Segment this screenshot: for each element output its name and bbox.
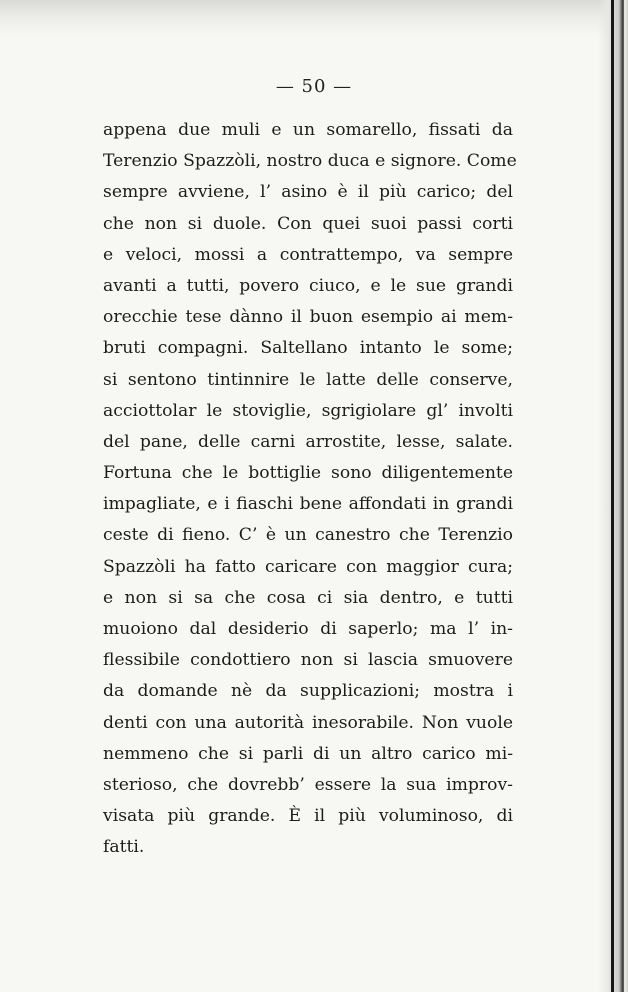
text-line: si sentono tintinnire le latte delle conserve, — [103, 369, 513, 390]
text-line: impagliate, e i fiaschi bene affondati in grandi — [103, 494, 513, 515]
text-line: Fortuna che le bottiglie sono diligentemente — [103, 463, 513, 484]
text-line: bruti compagni. Saltellano intanto le some; — [103, 338, 513, 359]
text-line: orecchie tese dànno il buon esempio ai mem- — [103, 307, 513, 328]
text-line: e non si sa che cosa ci sia dentro, e tutti — [103, 587, 513, 608]
text-line: sempre avviene, l’ asino è il più carico; del — [103, 182, 513, 203]
body-text — [103, 115, 517, 864]
text-line: fatti. — [103, 837, 145, 858]
page-number: — 50 — — [275, 76, 353, 97]
text-line: acciottolar le stoviglie, sgrigiolare gl’ involti — [103, 400, 513, 421]
text-line: visata più grande. È il più voluminoso, di — [103, 806, 513, 827]
text-line: e veloci, mossi a contrattempo, va sempre — [103, 244, 513, 265]
page-edge-line — [611, 0, 614, 992]
text-line: del pane, delle carni arrostite, lesse, salate. — [103, 431, 513, 452]
text-line: sterioso, che dovrebb’ essere la sua improv- — [103, 774, 513, 795]
text-line: denti con una autorità inesorabile. Non vuole — [103, 712, 513, 733]
text-line: Spazzòli ha fatto caricare con maggior cura; — [103, 556, 513, 577]
text-line: nemmeno che si parli di un altro carico mi- — [103, 743, 513, 764]
text-line: da domande nè da supplicazioni; mostra i — [103, 681, 513, 702]
text-line: Terenzio Spazzòli, nostro duca e signore. Come — [103, 151, 517, 172]
text-line: avanti a tutti, povero ciuco, e le sue grandi — [103, 275, 513, 296]
text-line: flessibile condottiero non si lascia smuovere — [103, 650, 513, 671]
text-line: ceste di fieno. C’ è un canestro che Terenzio — [103, 525, 513, 546]
text-line: che non si duole. Con quei suoi passi corti — [103, 213, 513, 234]
top-shadow — [0, 0, 628, 36]
text-line: muoiono dal desiderio di saperlo; ma l’ in- — [103, 619, 513, 639]
text-line: appena due muli e un somarello, fissati da — [103, 120, 513, 140]
